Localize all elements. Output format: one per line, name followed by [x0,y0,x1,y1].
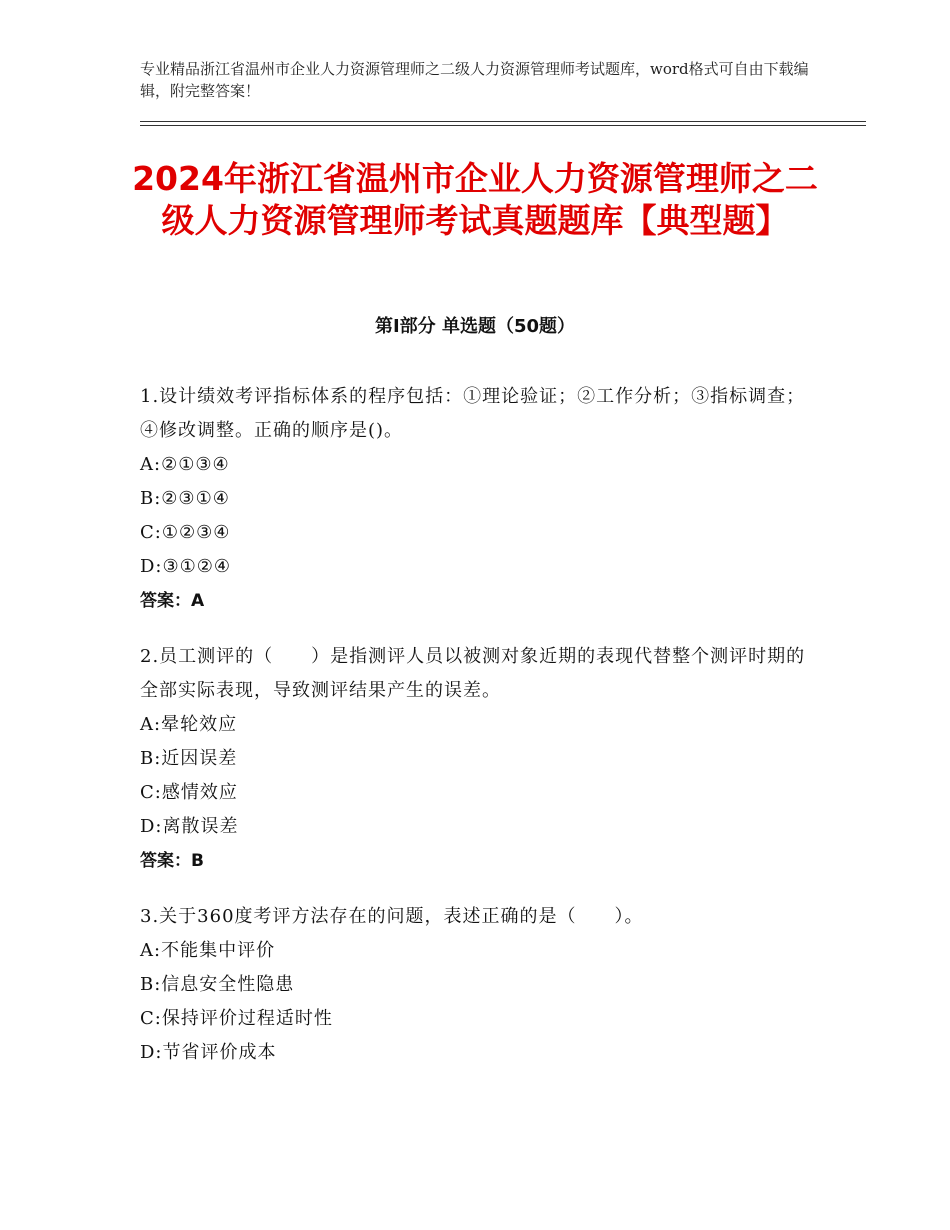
option-letter: A: [140,714,162,735]
option-text: 感情效应 [161,782,238,803]
option-letter: A: [140,454,162,475]
document-title: 2024年浙江省温州市企业人力资源管理师之二级人力资源管理师考试真题题库【典型题】 [132,159,818,240]
option-letter: C: [140,522,162,543]
option-text: 离散误差 [162,816,239,837]
option-text: ③①②④ [162,556,232,577]
question-2 [140,640,810,878]
option-text: 节省评价成本 [162,1042,277,1063]
option-letter: C: [140,782,162,803]
option-b [140,742,810,776]
question-list [140,380,810,1092]
option-c [140,516,810,550]
option-letter: C: [140,1008,162,1029]
option-text: 保持评价过程适时性 [161,1008,333,1029]
option-b [140,482,810,516]
answer: 答案：B [140,851,204,871]
option-text: ①②③④ [161,522,231,543]
question-stem: 3.关于360度考评方法存在的问题，表述正确的是（ ）。 [140,906,644,927]
header-rule-top [140,121,866,122]
option-letter: A: [140,940,162,961]
header-rule-bottom [140,125,866,126]
option-b [140,968,810,1002]
option-d [140,550,810,584]
question-stem: 1.设计绩效考评指标体系的程序包括：①理论验证；②工作分析；③指标调查；④修改调整。正确的顺序是()。 [140,386,806,441]
option-text: ②①③④ [161,454,230,475]
option-text: ②③①④ [161,488,230,509]
section-title: 第Ⅰ部分 单选题（50题） [374,316,575,337]
question-3 [140,900,810,1070]
option-letter: B: [140,748,162,769]
option-letter: D: [140,1042,163,1063]
option-letter: D: [140,816,163,837]
option-a [140,708,810,742]
option-letter: B: [140,974,162,995]
option-letter: D: [140,556,163,577]
option-c [140,1002,810,1036]
option-c [140,776,810,810]
option-d [140,1036,810,1070]
option-letter: B: [140,488,162,509]
question-stem: 2.员工测评的（ ）是指测评人员以被测对象近期的表现代替整个测评时期的全部实际表现，导致测评结果产生的误差。 [140,646,806,701]
option-text: 不能集中评价 [161,940,276,961]
option-text: 近因误差 [161,748,238,769]
option-a [140,934,810,968]
question-1 [140,380,810,618]
option-a [140,448,810,482]
option-d [140,810,810,844]
option-text: 信息安全性隐患 [161,974,295,995]
option-text: 晕轮效应 [161,714,238,735]
header-note: 专业精品浙江省温州市企业人力资源管理师之二级人力资源管理师考试题库，word格式可自由下载编辑，附完整答案！ [140,60,809,100]
answer: 答案：A [140,591,205,611]
